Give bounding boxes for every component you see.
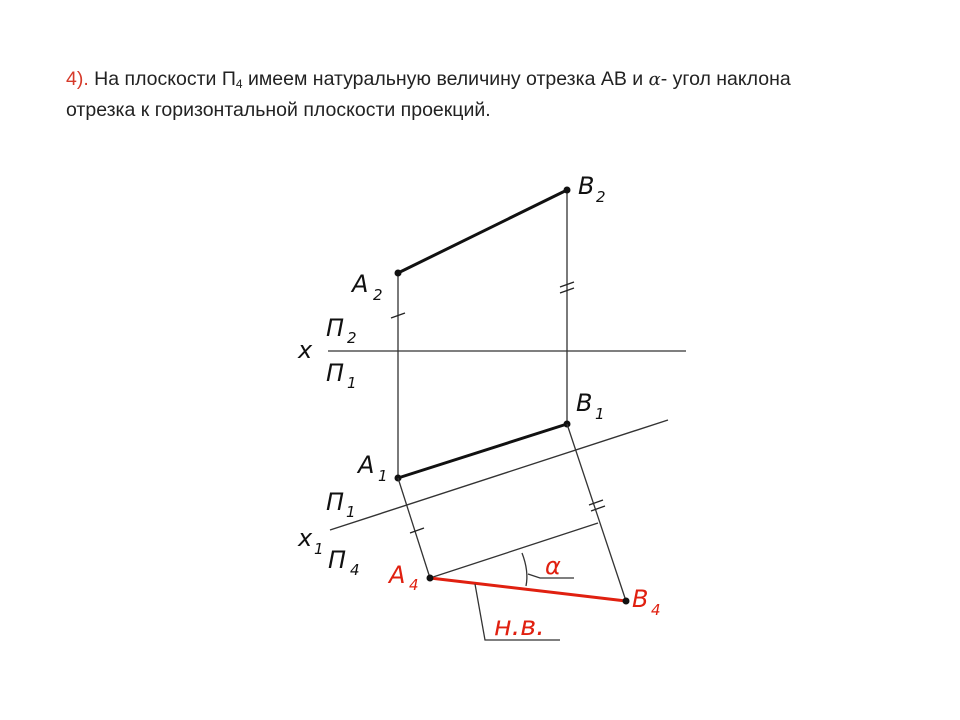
segment-a2b2 bbox=[398, 190, 567, 273]
label-a2: A bbox=[352, 270, 369, 298]
label-p4-sub: 4 bbox=[350, 561, 360, 579]
label-b2-sub: 2 bbox=[596, 188, 606, 206]
label-b1-sub: 1 bbox=[595, 405, 605, 423]
label-p2-sub: 2 bbox=[347, 329, 357, 347]
parallel-line bbox=[430, 523, 598, 578]
caption-number: 4). bbox=[66, 68, 89, 90]
label-b4-sub: 4 bbox=[651, 601, 661, 619]
label-x: x bbox=[298, 336, 313, 364]
caption-alpha: α bbox=[648, 69, 661, 90]
caption-text-3: - угол наклона bbox=[660, 68, 791, 90]
label-a4-sub: 4 bbox=[409, 576, 419, 594]
label-alpha: α bbox=[545, 552, 561, 580]
label-x1: x bbox=[298, 524, 313, 552]
tick-a4 bbox=[410, 528, 424, 533]
label-p1b: П bbox=[326, 488, 345, 516]
tick-b4a bbox=[589, 500, 603, 505]
label-b1: B bbox=[576, 389, 593, 417]
label-p1-sub: 1 bbox=[347, 374, 357, 392]
label-b2: B bbox=[578, 172, 595, 200]
caption-sub-4: 4 bbox=[235, 77, 243, 91]
label-a2-sub: 2 bbox=[373, 286, 383, 304]
angle-arc bbox=[522, 553, 527, 586]
tick-b4b bbox=[591, 506, 605, 511]
label-p1b-sub: 1 bbox=[346, 503, 356, 521]
segment-a1b1 bbox=[398, 424, 567, 478]
perp-line-b bbox=[567, 424, 626, 601]
point-a2 bbox=[395, 270, 402, 277]
label-b4: B bbox=[632, 585, 649, 613]
label-p1: П bbox=[326, 359, 345, 387]
caption-text-2: имеем натуральную величину отрезка АВ и bbox=[242, 68, 649, 90]
label-a1-sub: 1 bbox=[378, 467, 388, 485]
label-a1: A bbox=[358, 451, 375, 479]
label-nv: н.в. bbox=[494, 611, 545, 642]
point-b4 bbox=[623, 598, 630, 605]
caption-text-1: На плоскости П bbox=[88, 68, 236, 90]
caption-line-2: отрезка к горизонтальной плоскости проекций. bbox=[66, 99, 491, 121]
label-p2: П bbox=[326, 314, 345, 342]
point-a4 bbox=[427, 575, 434, 582]
label-a4: A bbox=[389, 561, 406, 589]
segment-a4b4 bbox=[430, 578, 626, 601]
label-x1-sub: 1 bbox=[314, 540, 324, 558]
label-p4: П bbox=[328, 546, 347, 574]
point-b2 bbox=[564, 187, 571, 194]
